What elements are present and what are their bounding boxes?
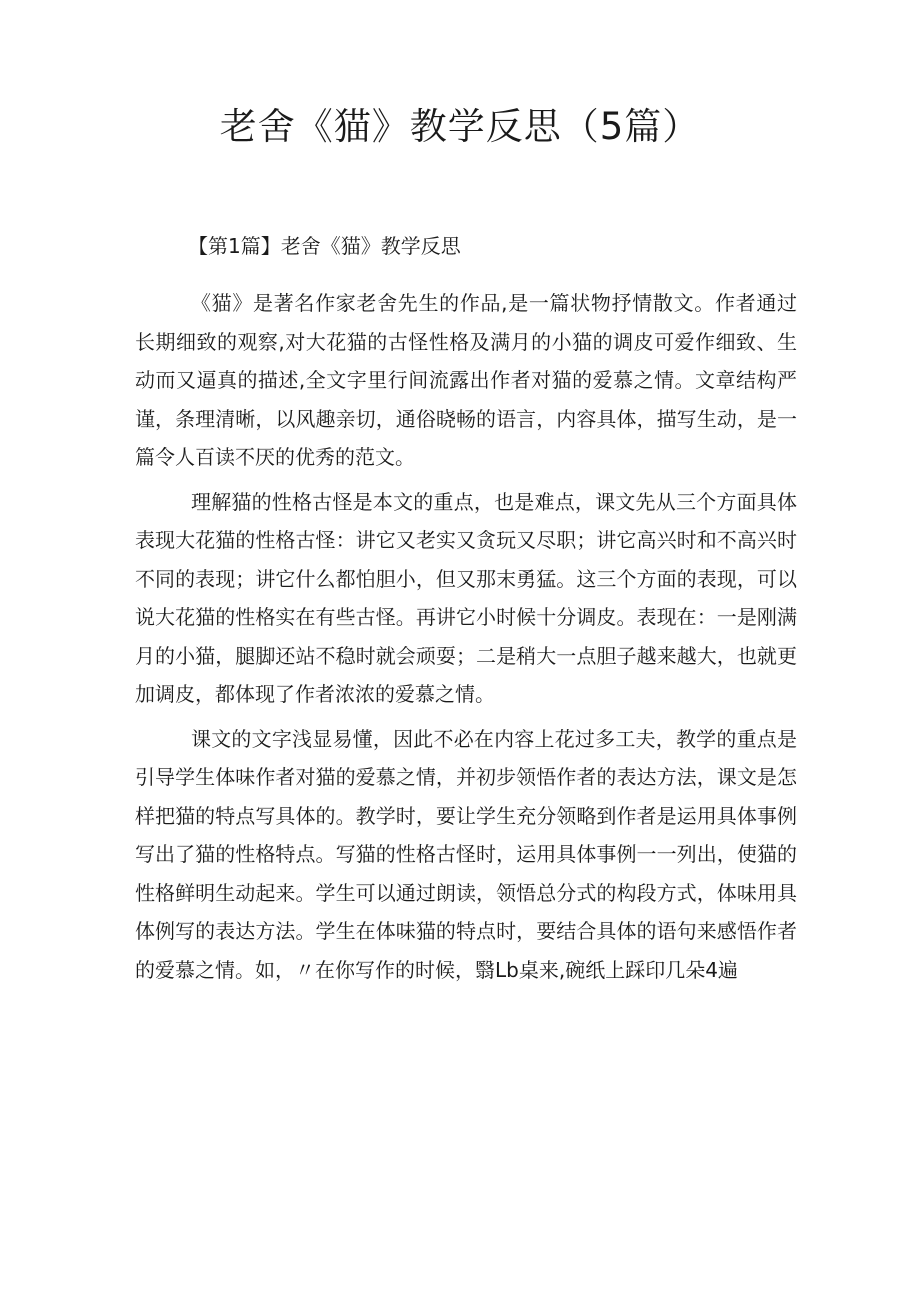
section-heading: 【第1篇】老舍《猫》教学反思 bbox=[188, 234, 461, 258]
paragraph-2: 理解猫的性格古怪是本文的重点，也是难点，课文先从三个方面具体表现大花猫的性格古怪：讲它又老实又贪玩又尽职；讲它高兴时和不高兴时不同的表现；讲它什么都怕胆小，但又那末勇猛。这三个方面的表现，可以说大花猫的性格实在有些古怪。再讲它小时候十分调皮。表现在：一是刚满月的小猫，腿脚还站不稳时就会顽耍；二是稍大一点胆子越来越大，也就更加调皮，都体现了作者浓浓的爱慕之情。 bbox=[135, 489, 797, 706]
paragraph-3: 课文的文字浅显易懂，因此不必在内容上花过多工夫，教学的重点是引导学生体味作者对猫的爱慕之情，并初步领悟作者的表达方法，课文是怎样把猫的特点写具体的。教学时，要让学生充分领略到作者是运用具体事例写出了猫的性格特点。写猫的性格古怪时，运用具体事例一一列出，使猫的性格鲜明生动起来。学生可以通过朗读，领悟总分式的构段方式，体味用具体例写的表达方法。学生在体味猫的特点时，要结合具体的语句来感悟作者的爱慕之情。如，〃在你写作的时候，翳Lb桌来,碗纸上踩印几朵4遍 bbox=[135, 726, 797, 982]
document-title: 老舍《猫》教学反思（5篇） bbox=[219, 105, 701, 148]
body-text bbox=[135, 284, 797, 995]
paragraph-1: 《猫》是著名作家老舍先生的作品,是一篇状物抒情散文。作者通过长期细致的观察,对大花猫的古怪性格及满月的小猫的调皮可爱作细致、生动而又逼真的描述,全文字里行间流露出作者对猫的爱慕之情。文章结构严谨，条理清晰，以风趣亲切，通俗晓畅的语言，内容具体，描写生动，是一篇令人百读不厌的优秀的范文。 bbox=[135, 291, 797, 469]
